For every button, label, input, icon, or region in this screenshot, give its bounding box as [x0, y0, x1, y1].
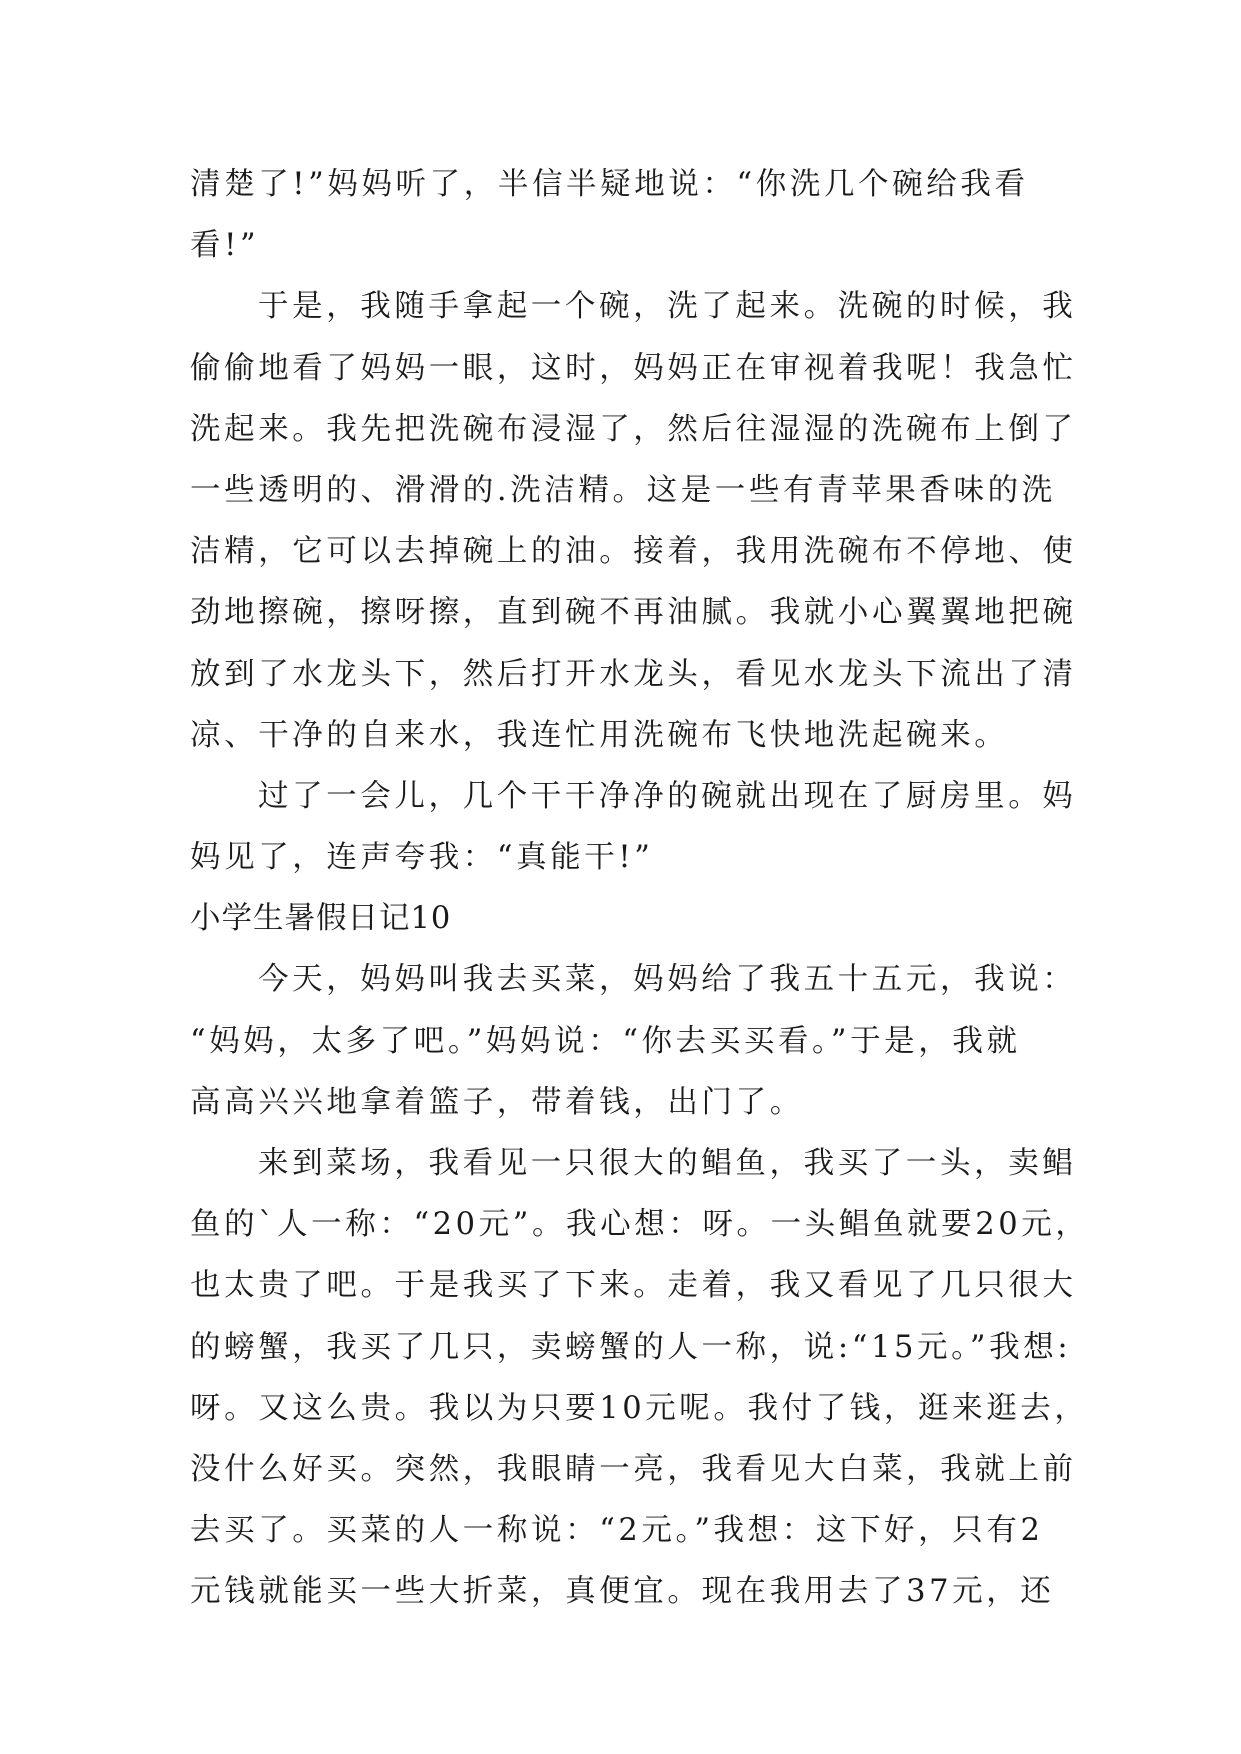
text-line: 清楚了!”妈妈听了，半信半疑地说：“你洗几个碗给我看: [190, 167, 1029, 202]
text-line: 一些透明的、滑滑的.洗洁精。这是一些有青苹果香味的洗: [190, 472, 1056, 508]
text-line: 高高兴兴地拿着篮子，带着钱，出门了。: [190, 1084, 804, 1120]
text-line: 元钱就能买一些大折菜，真便宜。现在我用去了37元，还: [190, 1574, 1055, 1610]
text-line: 看!”: [190, 228, 260, 264]
text-line: 也太贵了吧。于是我买了下来。走着，我又看见了几只很大: [190, 1268, 1077, 1304]
text-line: 洗起来。我先把洗碗布浸湿了，然后往湿湿的洗碗布上倒了: [190, 411, 1077, 447]
text-line: 放到了水龙头下，然后打开水龙头，看见水龙头下流出了清: [190, 656, 1077, 692]
text-line: 今天，妈妈叫我去买菜，妈妈给了我五十五元，我说：: [258, 962, 1077, 998]
text-line: 的螃蟹，我买了几只，卖螃蟹的人一称，说:“15元。”我想:: [190, 1329, 1072, 1365]
text-line: 呀。又这么贵。我以为只要10元呢。我付了钱，逛来逛去，: [190, 1390, 1089, 1426]
text-line: 劲地擦碗，擦呀擦，直到碗不再油腻。我就小心翼翼地把碗: [190, 595, 1077, 631]
text-line: 洁精，它可以去掉碗上的油。接着，我用洗碗布不停地、使: [190, 534, 1077, 570]
text-line: 于是，我随手拿起一个碗，洗了起来。洗碗的时候，我: [258, 289, 1077, 325]
text-line: 妈见了，连声夸我：“真能干!”: [190, 840, 654, 876]
text-line: 没什么好买。突然，我眼睛一亮，我看见大白菜，我就上前: [190, 1451, 1077, 1487]
text-line: 凉、干净的自来水，我连忙用洗碗布飞快地洗起碗来。: [190, 717, 1009, 753]
text-line: “妈妈，太多了吧。”妈妈说：“你去买买看。”于是，我就: [190, 1023, 1021, 1059]
text-line: 去买了。买菜的人一称说：“2元。”我想：这下好，只有2: [190, 1513, 1044, 1549]
body-text: [190, 154, 1090, 1623]
text-line: 鱼的`人一称：“20元”。我心想：呀。一头鲳鱼就要20元，: [190, 1207, 1090, 1243]
text-line: 过了一会儿，几个干干净净的碗就出现在了厨房里。妈: [258, 778, 1077, 814]
text-line: 偷偷地看了妈妈一眼，这时，妈妈正在审视着我呢！我急忙: [190, 350, 1077, 386]
section-heading: 小学生暑假日记10: [190, 901, 452, 937]
text-line: 来到菜场，我看见一只很大的鲳鱼，我买了一头，卖鲳: [258, 1146, 1077, 1181]
